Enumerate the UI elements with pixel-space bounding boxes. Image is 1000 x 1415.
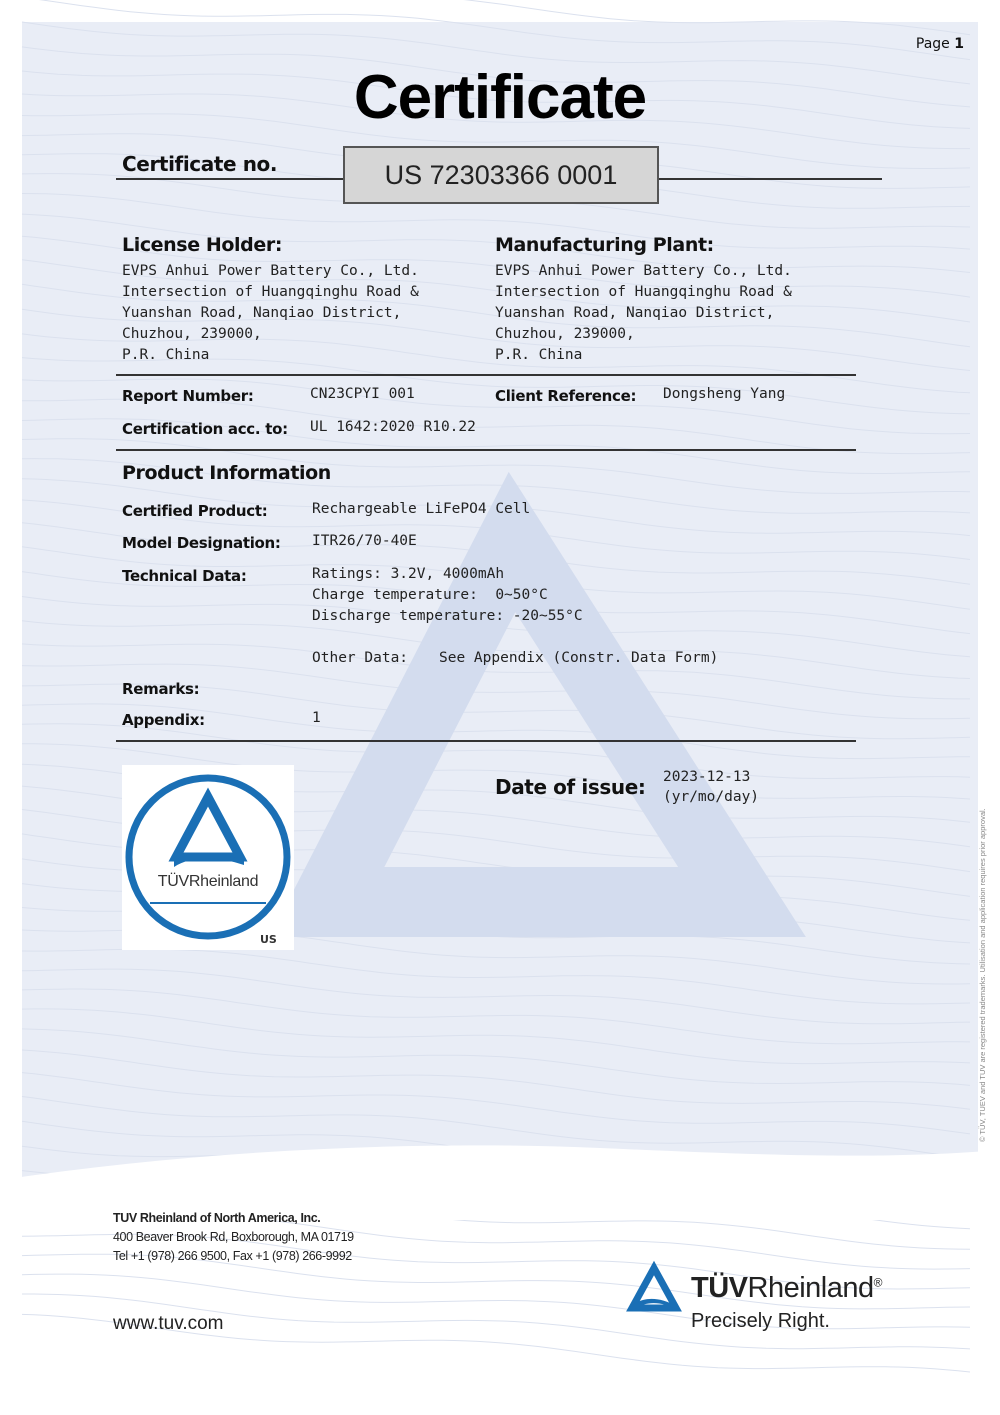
- certificate-number-box: US 72303366 0001: [343, 146, 659, 204]
- divider: [116, 374, 856, 376]
- model-designation-value: ITR26/70-40E: [312, 533, 417, 549]
- tuv-seal-icon: [122, 765, 294, 950]
- product-info-heading: Product Information: [122, 462, 331, 484]
- brand-bold: TÜV: [691, 1272, 748, 1304]
- address-line: EVPS Anhui Power Battery Co., Ltd.: [122, 263, 419, 279]
- report-number-label: Report Number:: [122, 387, 254, 405]
- footer-website[interactable]: www.tuv.com: [113, 1313, 224, 1334]
- technical-data-line: Ratings: 3.2V, 4000mAh: [312, 566, 505, 582]
- tuv-footer-logo: [626, 1262, 682, 1319]
- license-holder-heading: License Holder:: [122, 234, 283, 256]
- appendix-label: Appendix:: [122, 711, 205, 729]
- address-line: P.R. China: [495, 347, 583, 363]
- page-number: 1: [954, 36, 964, 52]
- divider: [656, 178, 882, 180]
- appendix-value: 1: [312, 710, 321, 726]
- manufacturing-plant-address: [495, 261, 792, 366]
- page-label: Page: [915, 36, 950, 52]
- brand-rest: Rheinland: [747, 1272, 874, 1304]
- tuv-triangle-icon: [626, 1262, 682, 1314]
- trademark-note: © TÜV, TUEV and TUV are registered trademarks. Utilisation and application requires prior approval.: [978, 808, 987, 1142]
- technical-data-line: Discharge temperature: -20~55°C: [312, 608, 583, 624]
- address-line: P.R. China: [122, 347, 210, 363]
- divider: [116, 740, 856, 742]
- technical-data-values: [312, 564, 583, 627]
- address-line: Yuanshan Road, Nanqiao District,: [495, 305, 775, 321]
- address-line: EVPS Anhui Power Battery Co., Ltd.: [495, 263, 792, 279]
- registered-mark: ®: [873, 1275, 882, 1290]
- technical-data-line: Charge temperature: 0~50°C: [312, 587, 548, 603]
- date-of-issue-label: Date of issue:: [495, 775, 646, 799]
- seal-country: US: [260, 933, 277, 946]
- certificate-no-label: Certificate no.: [122, 152, 278, 176]
- footer-phone: Tel +1 (978) 266 9500, Fax +1 (978) 266-9992: [113, 1249, 352, 1263]
- divider: [116, 178, 344, 180]
- address-line: Chuzhou, 239000,: [495, 326, 635, 342]
- other-data-value: See Appendix (Constr. Data Form): [439, 650, 719, 666]
- issue-date: 2023-12-13: [663, 769, 751, 785]
- divider: [116, 449, 856, 451]
- client-reference-label: Client Reference:: [495, 387, 637, 405]
- certified-product-value: Rechargeable LiFePO4 Cell: [312, 501, 531, 517]
- footer-address: 400 Beaver Brook Rd, Boxborough, MA 01719: [113, 1230, 354, 1244]
- certified-product-label: Certified Product:: [122, 502, 268, 520]
- page-indicator: [916, 36, 964, 52]
- report-number-value: CN23CPYI 001: [310, 386, 415, 402]
- footer-company: TUV Rheinland of North America, Inc.: [113, 1211, 321, 1225]
- issue-date-format: (yr/mo/day): [663, 789, 760, 805]
- seal-brand: TÜVRheinland: [157, 873, 259, 890]
- certificate-title: Certificate: [353, 63, 647, 132]
- other-data-label: Other Data:: [312, 650, 409, 666]
- address-line: Intersection of Huangqinghu Road &: [495, 284, 792, 300]
- address-line: Chuzhou, 239000,: [122, 326, 262, 342]
- address-line: Intersection of Huangqinghu Road &: [122, 284, 419, 300]
- model-designation-label: Model Designation:: [122, 534, 281, 552]
- license-holder-address: [122, 261, 419, 366]
- address-line: Yuanshan Road, Nanqiao District,: [122, 305, 402, 321]
- remarks-label: Remarks:: [122, 680, 200, 698]
- tuv-seal: [122, 765, 294, 950]
- sheet-bottom-wave: [0, 1120, 1000, 1220]
- footer-tagline: Precisely Right.: [691, 1310, 830, 1332]
- manufacturing-plant-heading: Manufacturing Plant:: [495, 234, 714, 256]
- technical-data-label: Technical Data:: [122, 567, 247, 585]
- client-reference-value: Dongsheng Yang: [663, 386, 786, 402]
- certification-label: Certification acc. to:: [122, 420, 288, 438]
- footer-brand: [691, 1272, 882, 1305]
- certification-value: UL 1642:2020 R10.22: [310, 419, 476, 435]
